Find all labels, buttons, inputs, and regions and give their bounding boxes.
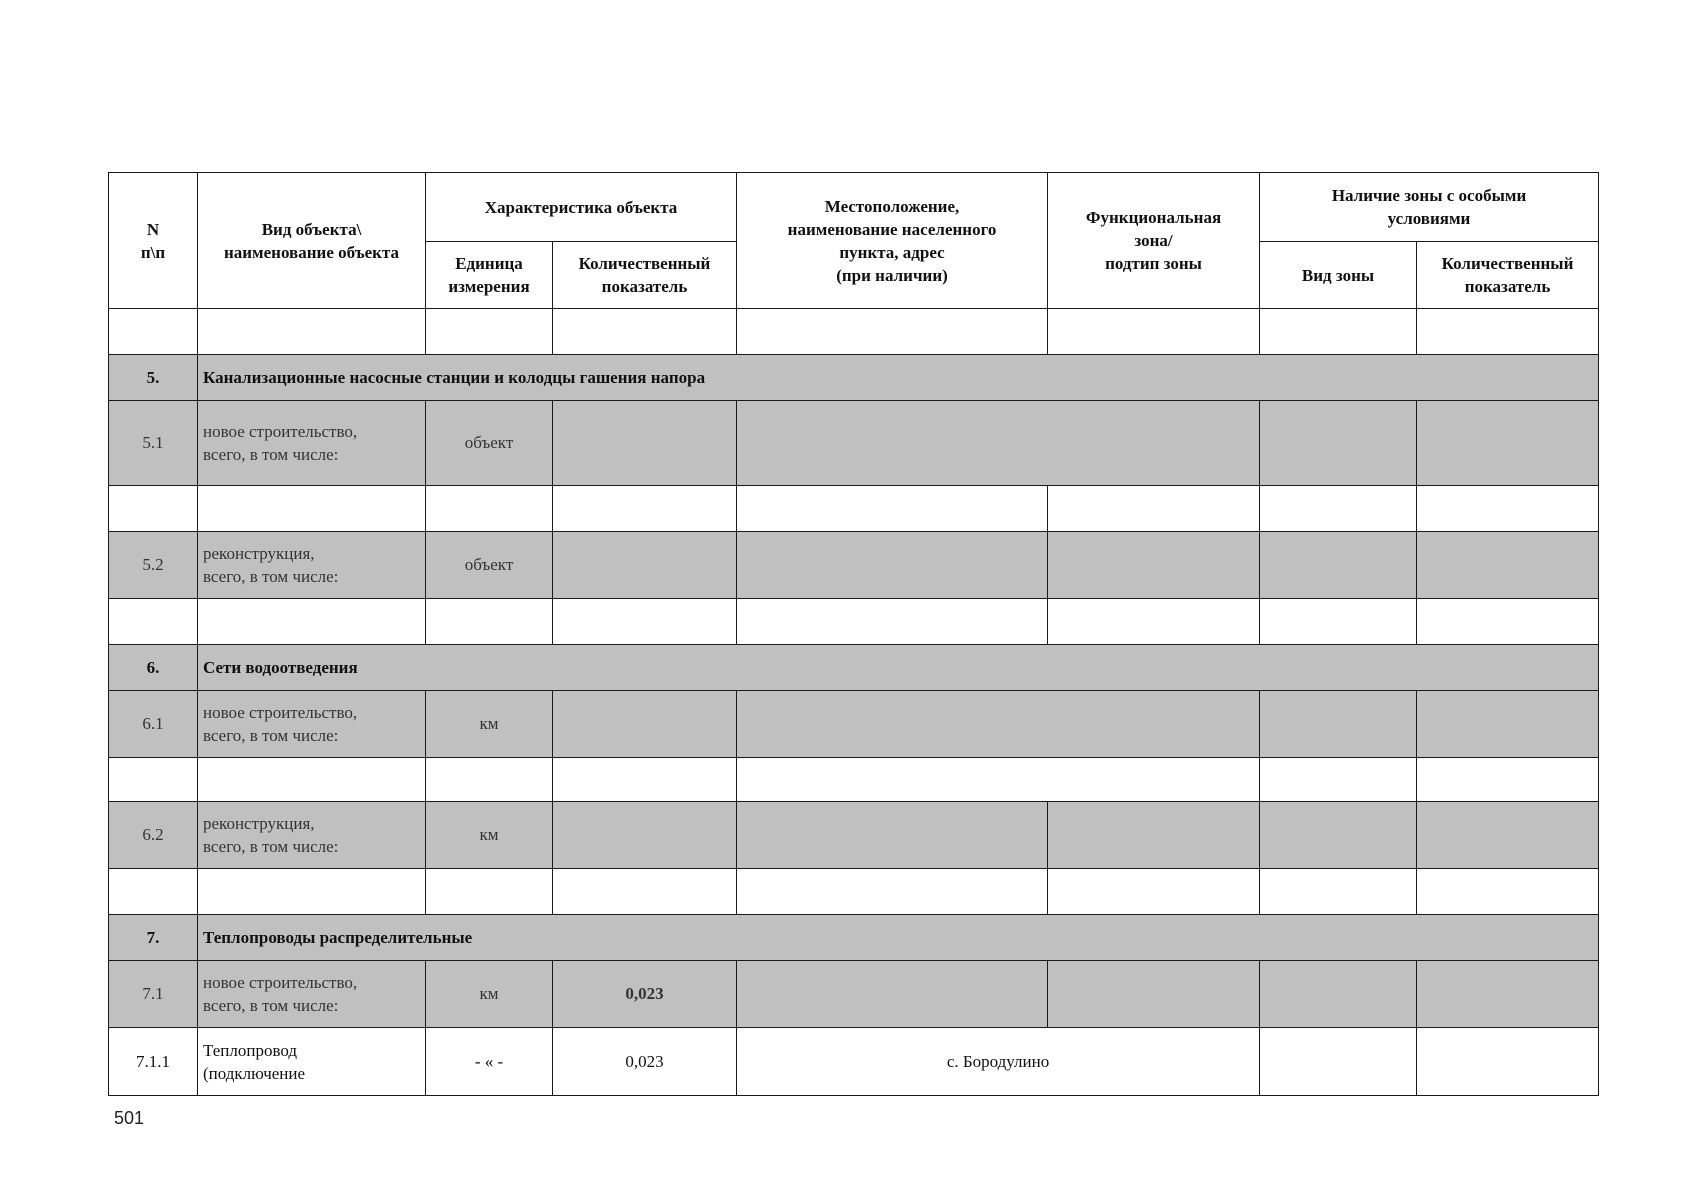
section-title: Теплопроводы распределительные (198, 915, 1599, 961)
blank-row (109, 599, 1599, 645)
item-quantity (553, 802, 737, 869)
header-zone-quantity: Количественный показатель (1417, 242, 1599, 309)
item-row (109, 532, 1599, 599)
item-row (109, 961, 1599, 1028)
section-row (109, 915, 1599, 961)
header-quantity: Количественный показатель (553, 242, 737, 309)
item-zone-type (1260, 401, 1417, 486)
section-title: Канализационные насосные станции и колодцы гашения напора (198, 355, 1599, 401)
detail-name: Теплопровод (подключение (198, 1028, 426, 1096)
item-zone-type (1260, 691, 1417, 758)
section-row (109, 355, 1599, 401)
item-unit: объект (426, 532, 553, 599)
header-location: Местоположение, наименование населенного пункта, адрес (при наличии) (737, 173, 1048, 309)
section-number: 7. (109, 915, 198, 961)
item-zone (1048, 802, 1260, 869)
item-unit: км (426, 961, 553, 1028)
header-object-name: Вид объекта\ наименование объекта (198, 173, 426, 309)
item-location (737, 802, 1048, 869)
item-location (737, 532, 1048, 599)
page-number: 501 (114, 1108, 145, 1128)
item-quantity (553, 691, 737, 758)
item-location (737, 691, 1048, 758)
item-zone-quantity (1417, 401, 1599, 486)
detail-location: с. Бородулино (737, 1028, 1260, 1096)
detail-quantity: 0,023 (553, 1028, 737, 1096)
item-row (109, 691, 1599, 758)
item-name: новое строительство, всего, в том числе: (198, 401, 426, 486)
detail-number: 7.1.1 (109, 1028, 198, 1096)
blank-row (109, 869, 1599, 915)
item-row (109, 401, 1599, 486)
item-unit: км (426, 802, 553, 869)
item-zone-quantity (1417, 961, 1599, 1028)
item-zone-type (1260, 961, 1417, 1028)
item-unit: объект (426, 401, 553, 486)
item-location (737, 401, 1048, 486)
item-location (737, 961, 1048, 1028)
item-number: 5.2 (109, 532, 198, 599)
header-row-1 (109, 173, 1599, 242)
item-number: 6.1 (109, 691, 198, 758)
item-number: 7.1 (109, 961, 198, 1028)
blank-row (109, 758, 1599, 802)
item-zone-quantity (1417, 532, 1599, 599)
item-number: 6.2 (109, 802, 198, 869)
item-number: 5.1 (109, 401, 198, 486)
section-row (109, 645, 1599, 691)
item-name: новое строительство, всего, в том числе: (198, 691, 426, 758)
item-zone (1048, 691, 1260, 758)
detail-unit: - « - (426, 1028, 553, 1096)
header-unit: Единица измерения (426, 242, 553, 309)
item-unit: км (426, 691, 553, 758)
item-zone-quantity (1417, 802, 1599, 869)
header-special-zone: Наличие зоны с особыми условиями (1260, 173, 1599, 242)
item-quantity: 0,023 (553, 961, 737, 1028)
detail-row (109, 1028, 1599, 1096)
blank-row (109, 486, 1599, 532)
item-zone-type (1260, 802, 1417, 869)
item-quantity (553, 401, 737, 486)
item-zone (1048, 401, 1260, 486)
item-zone-quantity (1417, 691, 1599, 758)
section-number: 6. (109, 645, 198, 691)
header-characteristic: Характеристика объекта (426, 173, 737, 242)
item-zone (1048, 961, 1260, 1028)
item-quantity (553, 532, 737, 599)
item-zone-type (1260, 532, 1417, 599)
item-name: новое строительство, всего, в том числе: (198, 961, 426, 1028)
objects-table (108, 172, 1599, 1096)
detail-zone-type (1260, 1028, 1417, 1096)
header-zone-type: Вид зоны (1260, 242, 1417, 309)
section-title: Сети водоотведения (198, 645, 1599, 691)
blank-row (109, 309, 1599, 355)
item-name: реконструкция, всего, в том числе: (198, 532, 426, 599)
item-row (109, 802, 1599, 869)
item-zone (1048, 532, 1260, 599)
header-functional-zone: Функциональная зона/ подтип зоны (1048, 173, 1260, 309)
detail-zone-quantity (1417, 1028, 1599, 1096)
header-number: N п\п (109, 173, 198, 309)
item-name: реконструкция, всего, в том числе: (198, 802, 426, 869)
section-number: 5. (109, 355, 198, 401)
